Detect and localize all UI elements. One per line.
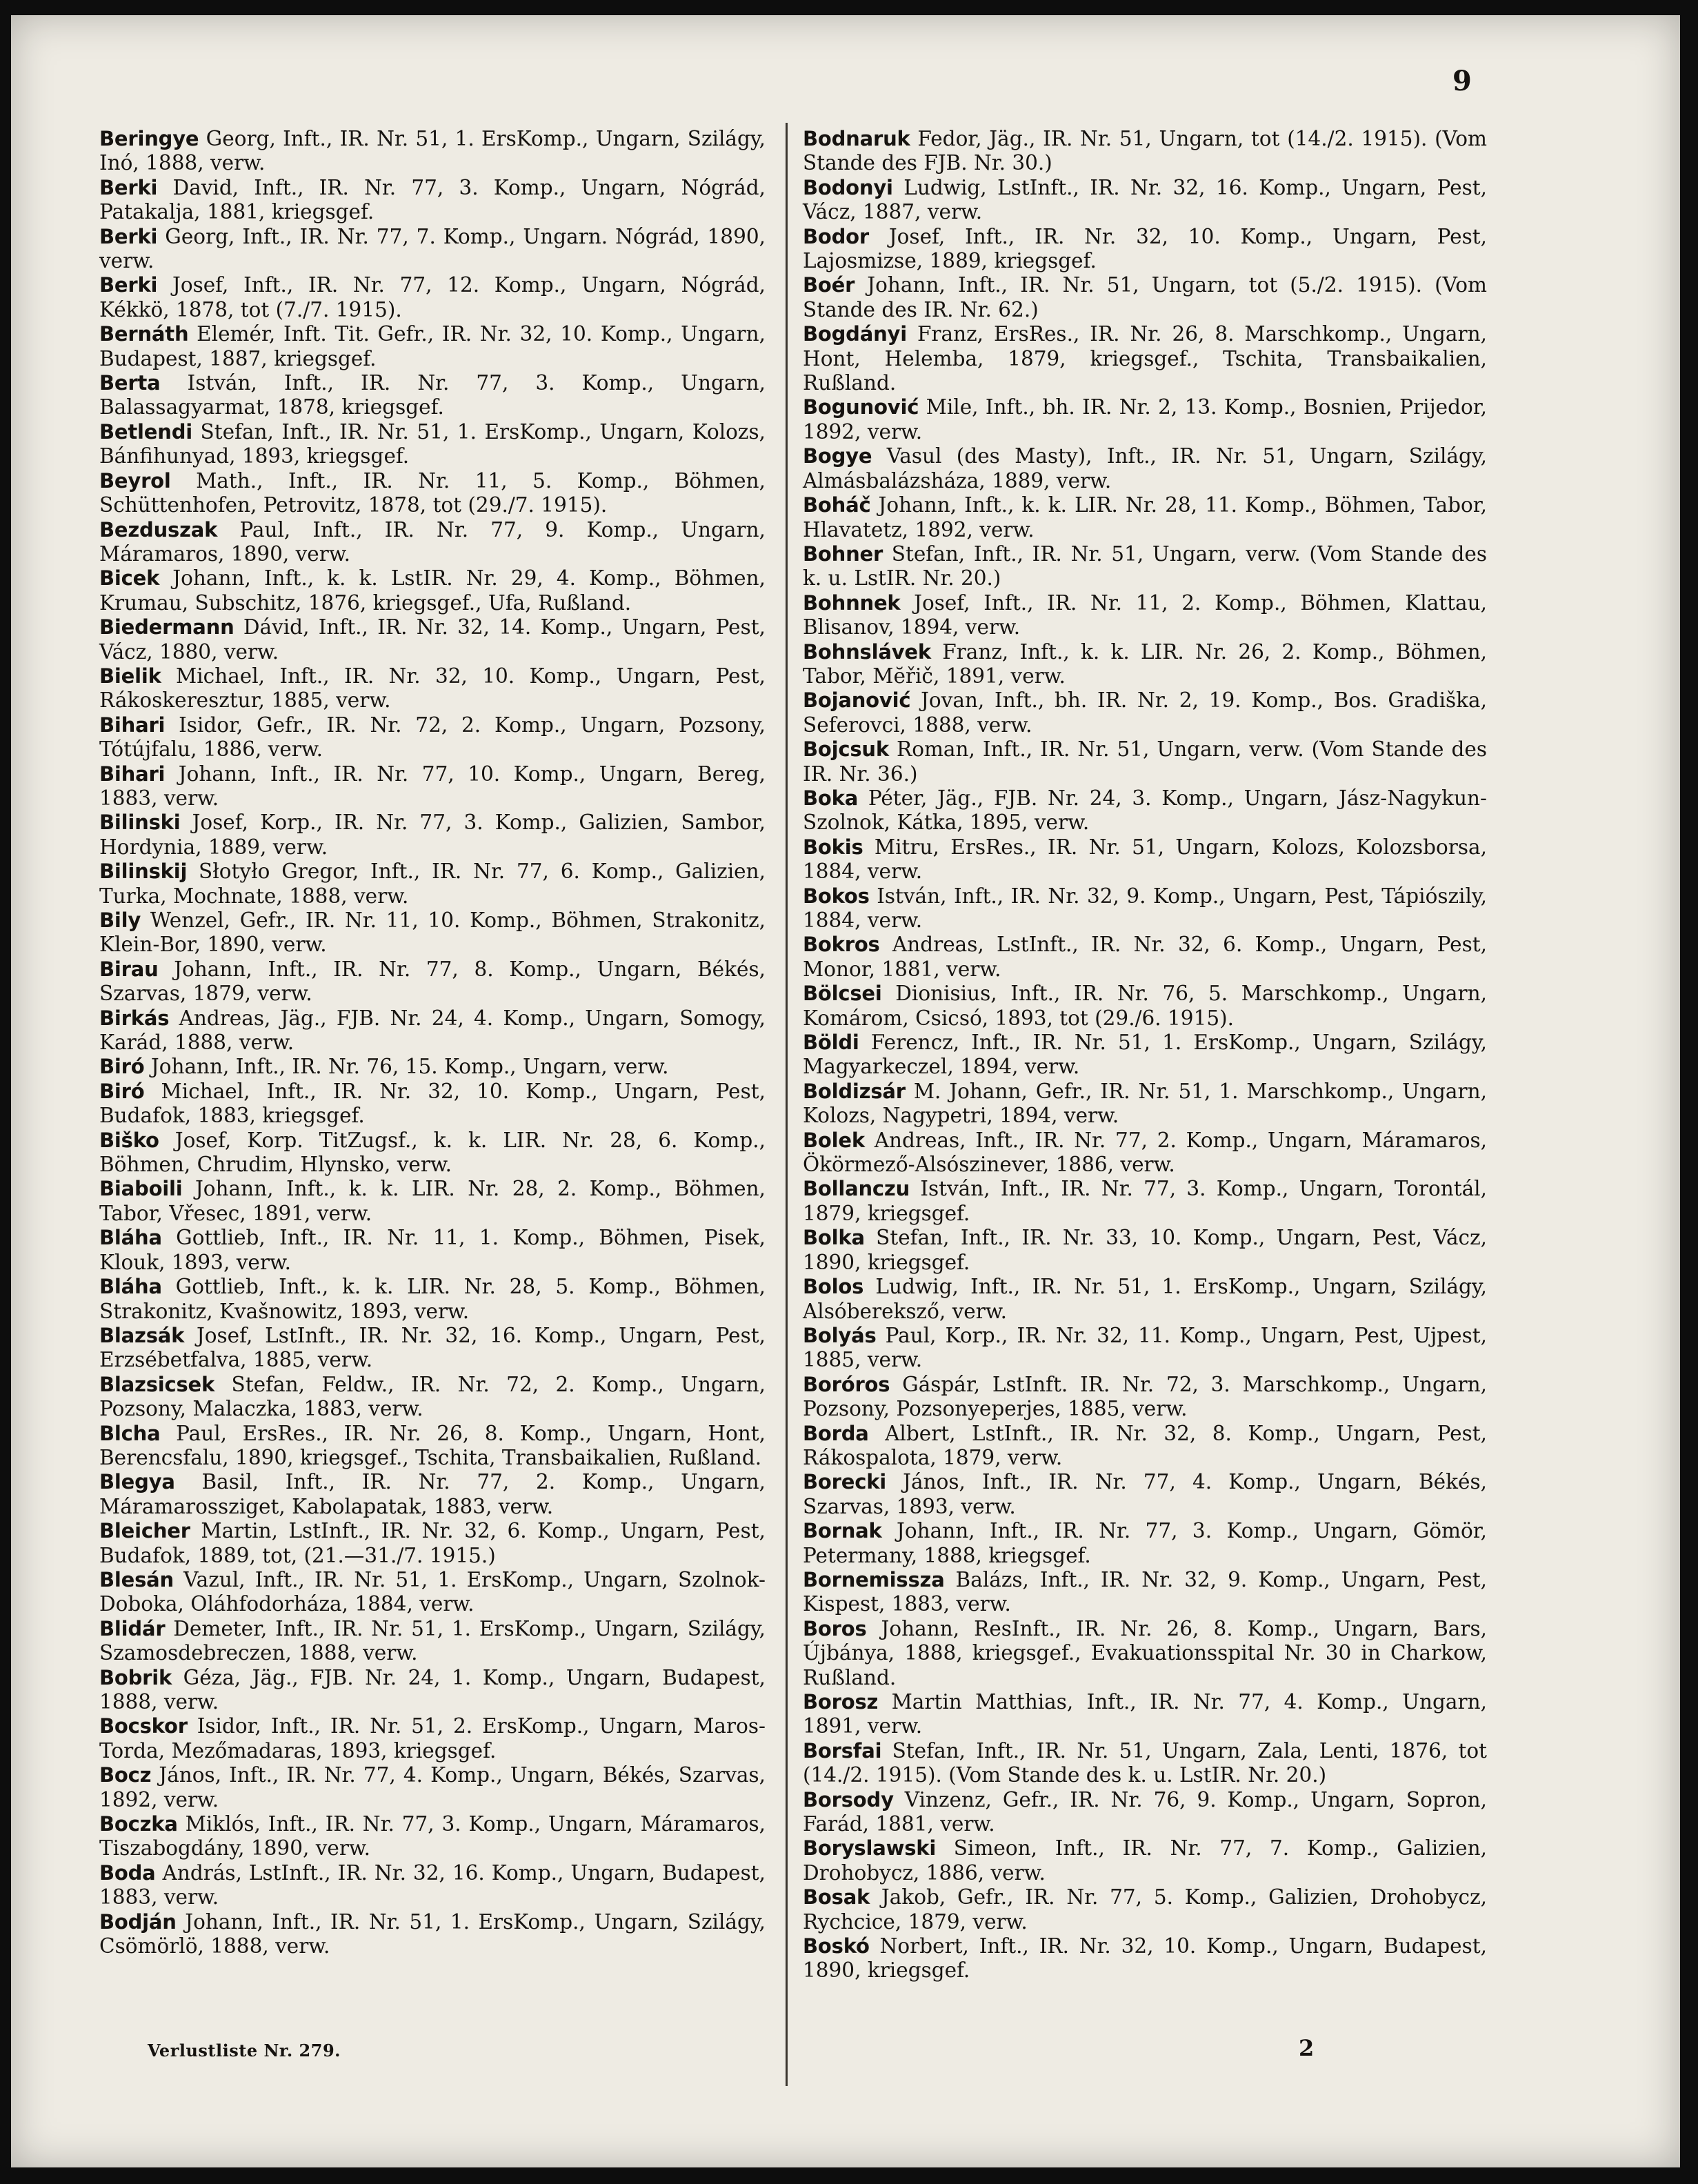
entry-details: János, Inft., IR. Nr. 77, 4. Komp., Ungarn, Békés, Szarvas, 1892, verw. [99,1763,766,1811]
list-entry [99,469,766,518]
entry-details: Johann, Inft., IR. Nr. 51, Ungarn, tot (5./2. 1915). (Vom Stande des IR. Nr. 62.) [803,273,1487,321]
entry-surname: Bielik [99,664,161,688]
list-entry [99,811,766,860]
list-entry [99,1177,766,1226]
entry-surname: Boryslawski [803,1836,937,1860]
list-entry [99,1275,766,1324]
entry-details: Stefan, Inft., IR. Nr. 33, 10. Komp., Ungarn, Pest, Vácz, 1890, kriegsgef. [803,1226,1487,1274]
entry-details: Roman, Inft., IR. Nr. 51, Ungarn, verw. (Vom Stande des IR. Nr. 36.) [803,737,1487,786]
list-entry [803,1788,1487,1837]
entry-surname: Boros [803,1616,867,1640]
entry-details: Jakob, Gefr., IR. Nr. 77, 5. Komp., Galizien, Drohobycz, Rychcice, 1879, verw. [803,1885,1487,1934]
list-entry [803,1836,1487,1885]
entry-details: Paul, Inft., IR. Nr. 77, 9. Komp., Ungarn, Máramaros, 1890, verw. [99,517,766,566]
list-entry [803,1519,1487,1568]
list-entry [99,909,766,957]
entry-surname: Blazsicsek [99,1372,215,1396]
list-entry [803,1422,1487,1471]
list-entry [803,176,1487,225]
entry-details: Stefan, Feldw., IR. Nr. 72, 2. Komp., Ungarn, Pozsony, Malaczka, 1883, verw. [99,1372,766,1421]
entry-details: Norbert, Inft., IR. Nr. 32, 10. Komp., Ungarn, Budapest, 1890, kriegsgef. [803,1934,1487,1983]
entry-surname: Bokros [803,933,880,957]
entry-details: Johann, Inft., IR. Nr. 77, 8. Komp., Ungarn, Békés, Szarvas, 1879, verw. [99,957,766,1006]
entry-details: Johann, Inft., IR. Nr. 76, 15. Komp., Ungarn, verw. [144,1055,669,1079]
entry-details: Simeon, Inft., IR. Nr. 77, 7. Komp., Galizien, Drohobycz, 1886, verw. [803,1836,1487,1885]
list-entry [803,1934,1487,1983]
entry-surname: Bogdányi [803,322,908,346]
list-entry [99,1812,766,1861]
entry-surname: Borsody [803,1787,894,1811]
entry-details: David, Inft., IR. Nr. 77, 3. Komp., Ungarn, Nógrád, Patakalja, 1881, kriegsgef. [99,175,766,224]
entry-surname: Bornemissza [803,1567,945,1591]
entry-surname: Bojanović [803,688,911,713]
right-column [803,127,1487,1983]
entry-surname: Bogye [803,444,872,468]
entry-details: Péter, Jäg., FJB. Nr. 24, 3. Komp., Ungarn, Jász-Nagykun-Szolnok, Kátka, 1895, verw. [803,786,1487,835]
entry-details: Ludwig, Inft., IR. Nr. 51, 1. ErsKomp., Ungarn, Szilágy, Alsóbereksző, verw. [803,1275,1487,1323]
entry-surname: Boháč [803,493,871,517]
entry-surname: Bolyás [803,1323,877,1347]
entry-details: Georg, Inft., IR. Nr. 77, 7. Komp., Ungarn. Nógrád, 1890, verw. [99,224,766,273]
entry-details: Andreas, Jäg., FJB. Nr. 24, 4. Komp., Ungarn, Somogy, Karád, 1888, verw. [99,1006,766,1055]
entry-surname: Bodján [99,1909,177,1934]
entry-details: Johann, Inft., IR. Nr. 77, 10. Komp., Ungarn, Bereg, 1883, verw. [99,762,766,810]
entry-surname: Bodonyi [803,175,893,199]
entry-details: Martin, LstInft., IR. Nr. 32, 6. Komp., Ungarn, Pest, Budafok, 1889, tot, (21.—31./7. 1915.) [99,1519,766,1567]
entry-details: Josef, Inft., IR. Nr. 11, 2. Komp., Böhmen, Klattau, Blisanov, 1894, verw. [803,590,1487,639]
entry-details: Isidor, Gefr., IR. Nr. 72, 2. Komp., Ungarn, Pozsony, Tótújfalu, 1886, verw. [99,713,766,762]
footer-list-number: Verlustliste Nr. 279. [148,2041,341,2061]
entry-details: Balázs, Inft., IR. Nr. 32, 9. Komp., Ungarn, Pest, Kispest, 1883, verw. [803,1567,1487,1616]
list-entry [803,1226,1487,1275]
entry-surname: Biró [99,1079,145,1103]
entry-surname: Bezduszak [99,517,218,542]
entry-details: Stefan, Inft., IR. Nr. 51, Ungarn, Zala, Lenti, 1876, tot (14./2. 1915). (Vom Stande des k. u. LstIR. Nr. 20.) [803,1738,1487,1787]
entry-surname: Boér [803,273,855,297]
entry-surname: Beringye [99,127,199,150]
page [11,15,1680,2167]
entry-surname: Birkás [99,1006,170,1030]
list-entry [99,1226,766,1275]
entry-details: Demeter, Inft., IR. Nr. 51, 1. ErsKomp., Ungarn, Szilágy, Szamosdebreczen, 1888, verw. [99,1616,766,1665]
entry-surname: Borecki [803,1470,887,1494]
list-entry [803,225,1487,274]
entry-details: Vazul, Inft., IR. Nr. 51, 1. ErsKomp., Ungarn, Szolnok-Doboka, Oláhfodorháza, 1884, verw. [99,1567,766,1616]
entry-details: Basil, Inft., IR. Nr. 77, 2. Komp., Ungarn, Máramarossziget, Kabolapatak, 1883, verw. [99,1470,766,1518]
entry-details: Johann, Inft., k. k. LIR. Nr. 28, 2. Komp., Böhmen, Tabor, Vřesec, 1891, verw. [99,1177,766,1225]
entry-details: Franz, Inft., k. k. LIR. Nr. 26, 2. Komp., Böhmen, Tabor, Mĕřič, 1891, verw. [803,639,1487,688]
entry-surname: Boda [99,1860,156,1885]
entry-surname: Borsfai [803,1738,882,1763]
list-entry [803,835,1487,884]
entry-surname: Blcha [99,1421,161,1445]
entry-surname: Berta [99,371,161,395]
entry-surname: Bokis [803,835,863,859]
column-divider [786,123,788,2086]
entry-details: Vinzenz, Gefr., IR. Nr. 76, 9. Komp., Ungarn, Sopron, Farád, 1881, verw. [803,1787,1487,1836]
entry-details: Johann, Inft., IR. Nr. 51, 1. ErsKomp., Ungarn, Szilágy, Csömörlö, 1888, verw. [99,1909,766,1958]
entry-surname: Bernáth [99,322,189,346]
entry-surname: Bohnslávek [803,639,931,664]
list-entry [803,127,1487,176]
entry-details: István, Inft., IR. Nr. 32, 9. Komp., Ungarn, Pest, Tápiószily, 1884, verw. [803,884,1487,932]
entry-details: Andreas, Inft., IR. Nr. 77, 2. Komp., Ungarn, Máramaros, Ökörmező-Alsószinever, 1886, verw. [803,1128,1487,1177]
entry-details: Michael, Inft., IR. Nr. 32, 10. Komp., Ungarn, Pest, Budafok, 1883, kriegsgef. [99,1079,766,1128]
list-entry [803,786,1487,835]
entry-details: Fedor, Jäg., IR. Nr. 51, Ungarn, tot (14./2. 1915). (Vom Stande des FJB. Nr. 30.) [803,127,1487,175]
entry-details: Dionisius, Inft., IR. Nr. 76, 5. Marschkomp., Ungarn, Komárom, Csicsó, 1893, tot (29./6. 1915). [803,982,1487,1030]
list-entry [803,1885,1487,1934]
entry-details: Michael, Inft., IR. Nr. 32, 10. Komp., Ungarn, Pest, Rákoskeresztur, 1885, verw. [99,664,766,713]
entry-surname: Boldizsár [803,1079,906,1103]
entry-details: Elemér, Inft. Tit. Gefr., IR. Nr. 32, 10. Komp., Ungarn, Budapest, 1887, kriegsgef. [99,322,766,370]
list-entry [803,640,1487,689]
entry-details: Ferencz, Inft., IR. Nr. 51, 1. ErsKomp., Ungarn, Szilágy, Magyarkeczel, 1894, verw. [803,1031,1487,1079]
entry-surname: Borda [803,1421,869,1445]
entry-surname: Bláha [99,1275,162,1299]
list-entry [99,1910,766,1959]
entry-details: Stefan, Inft., IR. Nr. 51, Ungarn, verw. (Vom Stande des k. u. LstIR. Nr. 20.) [803,542,1487,590]
list-entry [803,273,1487,322]
list-entry [99,1055,766,1079]
entry-surname: Bolka [803,1226,865,1250]
entry-surname: Blesán [99,1567,174,1591]
left-column [99,127,766,1958]
list-entry [99,322,766,371]
entry-details: Jovan, Inft., bh. IR. Nr. 2, 19. Komp., Bos. Gradiška, Seferovci, 1888, verw. [803,688,1487,737]
list-entry [99,860,766,909]
entry-details: Miklós, Inft., IR. Nr. 77, 3. Komp., Ungarn, Máramaros, Tiszabogdány, 1890, verw. [99,1812,766,1860]
list-entry [99,664,766,713]
entry-surname: Biško [99,1128,159,1152]
entry-surname: Boróros [803,1372,890,1396]
entry-details: András, LstInft., IR. Nr. 32, 16. Komp., Ungarn, Budapest, 1883, verw. [99,1860,766,1909]
list-entry [803,444,1487,493]
list-entry [803,591,1487,640]
entry-surname: Boczka [99,1812,178,1836]
entry-surname: Bicek [99,566,160,590]
list-entry [99,1006,766,1055]
list-entry [803,1568,1487,1617]
entry-details: Math., Inft., IR. Nr. 11, 5. Komp., Böhmen, Schüttenhofen, Petrovitz, 1878, tot (29./7. 1915). [99,468,766,517]
page-number: 9 [1452,65,1472,97]
entry-surname: Borosz [803,1690,879,1714]
entry-details: Vasul (des Masty), Inft., IR. Nr. 51, Ungarn, Szilágy, Almásbalázsháza, 1889, verw. [803,444,1487,493]
list-entry [99,1080,766,1129]
entry-details: Josef, LstInft., IR. Nr. 32, 16. Komp., Ungarn, Pest, Erzsébetfalva, 1885, verw. [99,1323,766,1372]
list-entry [803,493,1487,542]
entry-surname: Boka [803,786,859,810]
entry-details: Johann, Inft., k. k. LstIR. Nr. 29, 4. Komp., Böhmen, Krumau, Subschitz, 1876, kriegsgef., Ufa, Rußland. [99,566,766,615]
list-entry [99,1666,766,1715]
entry-surname: Betlendi [99,419,192,444]
entry-surname: Bornak [803,1519,882,1543]
list-entry [99,1470,766,1519]
entry-surname: Biedermann [99,615,234,639]
entry-details: Martin Matthias, Inft., IR. Nr. 77, 4. Komp., Ungarn, 1891, verw. [803,1690,1487,1738]
list-entry [99,1129,766,1178]
entry-surname: Blazsák [99,1323,185,1347]
entry-surname: Berki [99,175,158,199]
list-entry [99,1714,766,1763]
list-entry [803,542,1487,591]
entry-details: M. Johann, Gefr., IR. Nr. 51, 1. Marschkomp., Ungarn, Kolozs, Nagypetri, 1894, verw. [803,1079,1487,1128]
entry-surname: Bodor [803,224,870,248]
entry-surname: Bokos [803,884,870,908]
entry-surname: Bojcsuk [803,737,889,762]
entry-surname: Bily [99,909,141,932]
list-entry [803,1690,1487,1739]
entry-details: Georg, Inft., IR. Nr. 51, 1. ErsKomp., Ungarn, Szilágy, Inó, 1888, verw. [99,127,766,175]
list-entry [803,1324,1487,1373]
list-entry [803,1275,1487,1324]
list-entry [803,884,1487,933]
entry-details: Johann, Inft., k. k. LIR. Nr. 28, 11. Komp., Böhmen, Tabor, Hlavatetz, 1892, verw. [803,493,1487,542]
entry-details: Josef, Inft., IR. Nr. 77, 12. Komp., Ungarn, Nógrád, Kékkö, 1878, tot (7./7. 1915). [99,273,766,321]
entry-details: Josef, Korp., IR. Nr. 77, 3. Komp., Galizien, Sambor, Hordynia, 1889, verw. [99,811,766,859]
list-entry [99,127,766,176]
list-entry [803,395,1487,444]
list-entry [803,933,1487,982]
entry-details: Isidor, Inft., IR. Nr. 51, 2. ErsKomp., Ungarn, Maros-Torda, Mezőmadaras, 1893, kriegsgef. [99,1714,766,1763]
entry-surname: Berki [99,273,158,297]
list-entry [803,1080,1487,1129]
entry-surname: Bláha [99,1226,162,1250]
footer-signature-mark: 2 [1299,2035,1315,2061]
list-entry [803,688,1487,737]
list-entry [803,1129,1487,1178]
list-entry [99,1617,766,1666]
entry-details: Paul, Korp., IR. Nr. 32, 11. Komp., Ungarn, Pest, Ujpest, 1885, verw. [803,1323,1487,1372]
list-entry [803,322,1487,395]
entry-surname: Bilinski [99,811,181,835]
entry-surname: Biró [99,1055,145,1079]
entry-details: Josef, Inft., IR. Nr. 32, 10. Komp., Ungarn, Pest, Lajosmizse, 1889, kriegsgef. [803,224,1487,273]
entry-surname: Bilinskij [99,860,188,884]
list-entry [99,1519,766,1568]
entry-surname: Blidár [99,1616,166,1640]
entry-details: Gottlieb, Inft., IR. Nr. 11, 1. Komp., Böhmen, Pisek, Klouk, 1893, verw. [99,1226,766,1274]
entry-surname: Bolek [803,1128,865,1152]
list-entry [803,1031,1487,1080]
list-entry [99,1568,766,1617]
entry-details: Andreas, LstInft., IR. Nr. 32, 6. Komp., Ungarn, Pest, Monor, 1881, verw. [803,933,1487,981]
entry-surname: Bihari [99,713,166,737]
entry-details: János, Inft., IR. Nr. 77, 4. Komp., Ungarn, Békés, Szarvas, 1893, verw. [803,1470,1487,1518]
entry-details: Mile, Inft., bh. IR. Nr. 2, 13. Komp., Bosnien, Prijedor, 1892, verw. [803,395,1487,444]
entry-surname: Bosak [803,1885,870,1909]
list-entry [99,615,766,664]
list-entry [803,1617,1487,1690]
entry-surname: Boskó [803,1934,870,1958]
entry-details: Albert, LstInft., IR. Nr. 32, 8. Komp., Ungarn, Pest, Rákospalota, 1879, verw. [803,1421,1487,1469]
entry-details: Gottlieb, Inft., k. k. LIR. Nr. 28, 5. Komp., Böhmen, Strakonitz, Kvašnowitz, 1893, verw. [99,1275,766,1323]
entry-surname: Biaboili [99,1177,183,1201]
entry-details: Josef, Korp. TitZugsf., k. k. LIR. Nr. 28, 6. Komp., Böhmen, Chrudim, Hlynsko, verw. [99,1128,766,1177]
list-entry [99,1422,766,1471]
entry-surname: Bihari [99,762,166,786]
list-entry [803,737,1487,786]
list-entry [99,1324,766,1373]
entry-surname: Bohner [803,542,883,566]
entry-details: Franz, ErsRes., IR. Nr. 26, 8. Marschkomp., Ungarn, Hont, Helemba, 1879, kriegsgef., Tschita, Transbaikalien, Rußland. [803,322,1487,395]
entry-surname: Böldi [803,1031,859,1055]
entry-surname: Bocz [99,1763,152,1787]
list-entry [803,1739,1487,1788]
entry-details: Mitru, ErsRes., IR. Nr. 51, Ungarn, Kolozs, Kolozsborsa, 1884, verw. [803,835,1487,884]
list-entry [803,1177,1487,1226]
entry-details: Gáspár, LstInft. IR. Nr. 72, 3. Marschkomp., Ungarn, Pozsony, Pozsonyeperjes, 1885, verw. [803,1372,1487,1421]
list-entry [99,371,766,420]
entry-details: Słotyło Gregor, Inft., IR. Nr. 77, 6. Komp., Galizien, Turka, Mochnate, 1888, verw. [99,860,766,908]
entry-surname: Bobrik [99,1665,172,1689]
entry-surname: Bollanczu [803,1177,910,1201]
list-entry [803,1470,1487,1519]
list-entry [99,273,766,322]
list-entry [99,1861,766,1910]
entry-details: Géza, Jäg., FJB. Nr. 24, 1. Komp., Ungarn, Budapest, 1888, verw. [99,1665,766,1714]
list-entry [99,176,766,225]
list-entry [99,566,766,615]
list-entry [99,225,766,274]
list-entry [99,1373,766,1422]
entry-details: Wenzel, Gefr., IR. Nr. 11, 10. Komp., Böhmen, Strakonitz, Klein-Bor, 1890, verw. [99,909,766,957]
entry-surname: Bocskor [99,1714,188,1738]
entry-details: István, Inft., IR. Nr. 77, 3. Komp., Ungarn, Torontál, 1879, kriegsgef. [803,1177,1487,1225]
entry-details: István, Inft., IR. Nr. 77, 3. Komp., Ungarn, Balassagyarmat, 1878, kriegsgef. [99,371,766,419]
list-entry [99,957,766,1006]
entry-surname: Birau [99,957,159,981]
entry-surname: Beyrol [99,468,171,493]
entry-surname: Bodnaruk [803,127,910,150]
list-entry [99,762,766,811]
entry-details: Stefan, Inft., IR. Nr. 51, 1. ErsKomp., Ungarn, Kolozs, Bánfihunyad, 1893, kriegsgef. [99,419,766,468]
entry-details: Johann, Inft., IR. Nr. 77, 3. Komp., Ungarn, Gömör, Petermany, 1888, kriegsgef. [803,1519,1487,1567]
entry-details: Ludwig, LstInft., IR. Nr. 32, 16. Komp., Ungarn, Pest, Vácz, 1887, verw. [803,175,1487,224]
list-entry [99,518,766,567]
entry-details: Johann, ResInft., IR. Nr. 26, 8. Komp., Ungarn, Bars, Újbánya, 1888, kriegsgef., Evakuationsspital Nr. 30 in Charkow, Rußland. [803,1616,1487,1689]
entry-surname: Berki [99,224,158,248]
list-entry [99,1763,766,1812]
entry-details: Dávid, Inft., IR. Nr. 32, 14. Komp., Ungarn, Pest, Vácz, 1880, verw. [99,615,766,664]
list-entry [99,420,766,469]
entry-details: Paul, ErsRes., IR. Nr. 26, 8. Komp., Ungarn, Hont, Berencsfalu, 1890, kriegsgef., Tschita, Transbaikalien, Rußland. [99,1421,766,1469]
list-entry [803,1373,1487,1422]
entry-surname: Blegya [99,1470,175,1494]
list-entry [803,982,1487,1031]
entry-surname: Bölcsei [803,982,882,1006]
entry-surname: Bogunović [803,395,919,419]
list-entry [99,713,766,762]
entry-surname: Bleicher [99,1519,190,1543]
entry-surname: Bohnnek [803,590,901,615]
entry-surname: Bolos [803,1275,864,1299]
